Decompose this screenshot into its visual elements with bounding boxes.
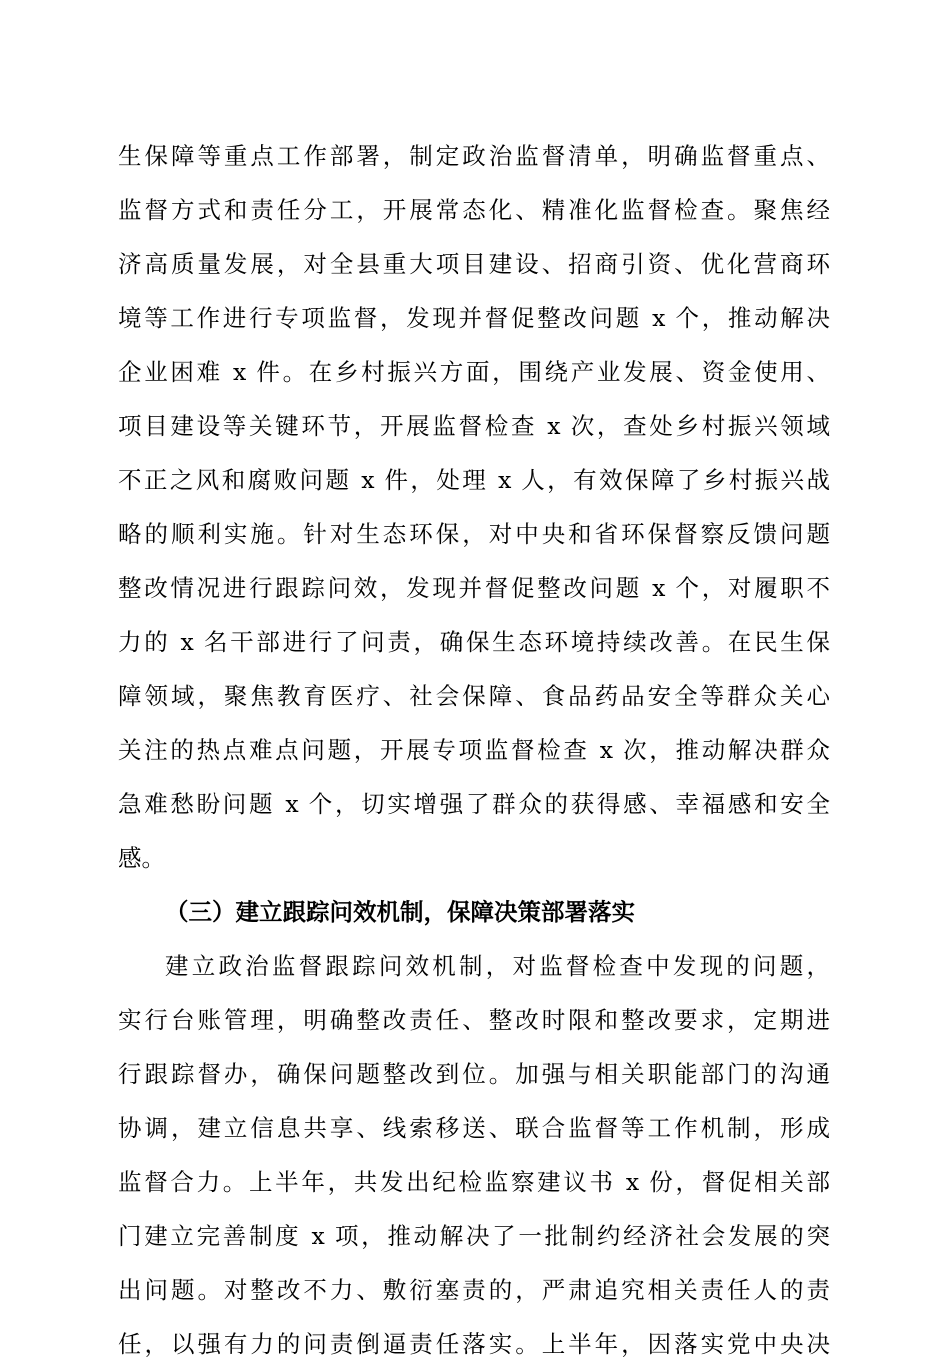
paragraph-line: 出问题。对整改不力、敷衍塞责的，严肃追究相关责任人的责 xyxy=(118,1276,830,1304)
paragraph-line: 障领域，聚焦教育医疗、社会保障、食品药品安全等群众关心 xyxy=(118,682,830,710)
paragraph-line: 建立政治监督跟踪问效机制，对监督检查中发现的问题， xyxy=(165,952,830,980)
paragraph-line: 感。 xyxy=(118,844,165,872)
paragraph-line: 实行台账管理，明确整改责任、整改时限和整改要求，定期进 xyxy=(118,1006,830,1034)
paragraph-line: 监督方式和责任分工，开展常态化、精准化监督检查。聚焦经 xyxy=(118,196,830,224)
paragraph-line: 门建立完善制度 x 项，推动解决了一批制约经济社会发展的突 xyxy=(118,1222,830,1250)
paragraph-line: 力的 x 名干部进行了问责，确保生态环境持续改善。在民生保 xyxy=(118,628,830,656)
paragraph-line: 监督合力。上半年，共发出纪检监察建议书 x 份，督促相关部 xyxy=(118,1168,830,1196)
paragraph-line: 任，以强有力的问责倒逼责任落实。上半年，因落实党中央决 xyxy=(118,1330,830,1358)
paragraph-line: 协调，建立信息共享、线索移送、联合监督等工作机制，形成 xyxy=(118,1114,830,1142)
body-text xyxy=(118,129,830,1371)
paragraph-line: 整改情况进行跟踪问效，发现并督促整改问题 x 个，对履职不 xyxy=(118,574,830,602)
paragraph-line: 行跟踪督办，确保问题整改到位。加强与相关职能部门的沟通 xyxy=(118,1060,830,1088)
paragraph-line: 关注的热点难点问题，开展专项监督检查 x 次，推动解决群众 xyxy=(118,736,830,764)
paragraph-line: 生保障等重点工作部署，制定政治监督清单，明确监督重点、 xyxy=(118,142,830,170)
paragraph-line: 项目建设等关键环节，开展监督检查 x 次，查处乡村振兴领域 xyxy=(118,412,830,440)
paragraph-line: 不正之风和腐败问题 x 件，处理 x 人，有效保障了乡村振兴战 xyxy=(118,466,830,494)
paragraph-line: 济高质量发展，对全县重大项目建设、招商引资、优化营商环 xyxy=(118,250,830,278)
paragraph-line: 境等工作进行专项监督，发现并督促整改问题 x 个，推动解决 xyxy=(118,304,830,332)
section-heading: （三）建立跟踪问效机制，保障决策部署落实 xyxy=(165,898,635,926)
paragraph-line: 企业困难 x 件。在乡村振兴方面，围绕产业发展、资金使用、 xyxy=(118,358,830,386)
paragraph-line: 略的顺利实施。针对生态环保，对中央和省环保督察反馈问题 xyxy=(118,520,830,548)
paragraph-line: 急难愁盼问题 x 个，切实增强了群众的获得感、幸福感和安全 xyxy=(118,790,830,818)
